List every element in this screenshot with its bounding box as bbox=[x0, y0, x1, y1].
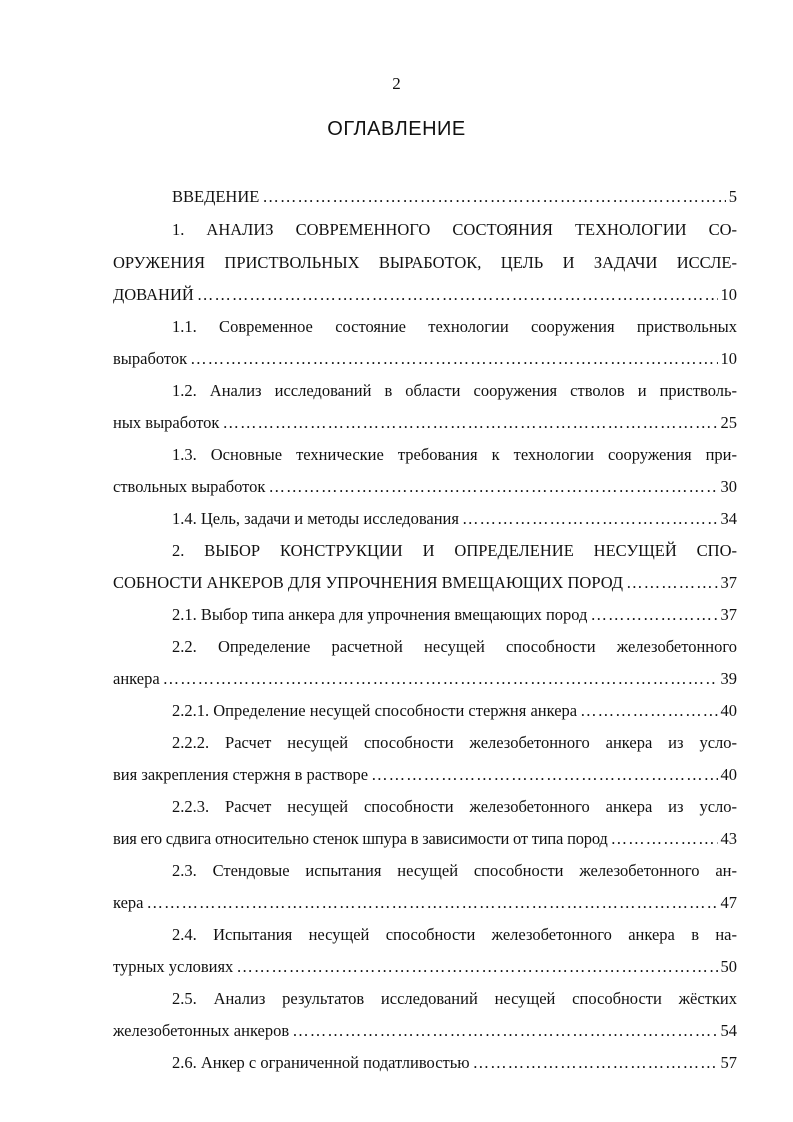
toc-entry-line: 1.1. Современное состояние технологии сооружения приствольных bbox=[172, 317, 737, 336]
toc-page-number: 57 bbox=[720, 1053, 737, 1072]
toc-entry-line: 2.3. Стендовые испытания несущей способности железобетонного ан- bbox=[172, 861, 737, 880]
toc-page-number: 39 bbox=[720, 669, 737, 688]
toc-entry-line: 2. ВЫБОР КОНСТРУКЦИИ И ОПРЕДЕЛЕНИЕ НЕСУЩЕЙ СПО- bbox=[172, 541, 737, 560]
toc-page-number: 10 bbox=[720, 349, 737, 368]
toc-entry-text: вия его сдвига относительно стенок шпура в зависимости от типа пород bbox=[113, 829, 608, 848]
toc-entry-text: кера bbox=[113, 893, 144, 912]
toc-entry-text: 2.6. Анкер с ограниченной податливостью bbox=[172, 1053, 470, 1072]
toc-entry-line: 2.5. Анализ результатов исследований несущей способности жёстких bbox=[172, 989, 737, 1008]
toc-entry-text: анкера bbox=[113, 669, 160, 688]
toc-page-number: 10 bbox=[720, 285, 737, 304]
page-number: 2 bbox=[392, 74, 401, 93]
toc-entry-line: 1. АНАЛИЗ СОВРЕМЕННОГО СОСТОЯНИЯ ТЕХНОЛОГИИ СО- bbox=[172, 220, 737, 239]
toc-entry-text: ВВЕДЕНИЕ bbox=[172, 187, 260, 206]
toc-entry-text: 2.2.1. Определение несущей способности стержня анкера bbox=[172, 701, 578, 720]
toc-page-number: 25 bbox=[720, 413, 737, 432]
toc-entry-line: 1.2. Анализ исследований в области сооружения стволов и пристволь- bbox=[172, 381, 737, 400]
toc-entry-text: железобетонных анкеров bbox=[113, 1021, 290, 1040]
toc-page-number: 54 bbox=[720, 1021, 737, 1040]
toc-entry-2-1[interactable] bbox=[172, 602, 737, 628]
toc-page-number: 40 bbox=[720, 701, 737, 720]
toc-page-number: 37 bbox=[720, 605, 737, 624]
toc-entry-text: турных условиях bbox=[113, 957, 234, 976]
toc-entry-line: 2.2. Определение расчетной несущей способности железобетонного bbox=[172, 637, 737, 656]
toc-page-number: 5 bbox=[728, 187, 737, 206]
toc-entry-2-6[interactable] bbox=[172, 1050, 737, 1076]
toc-entry-line: 2.2.2. Расчет несущей способности железобетонного анкера из усло- bbox=[172, 733, 737, 752]
toc-entry-text: ных выработок bbox=[113, 413, 220, 432]
toc-page-number: 40 bbox=[720, 765, 737, 784]
toc-entry-text: 1.4. Цель, задачи и методы исследования bbox=[172, 509, 459, 528]
toc-page-number: 34 bbox=[720, 509, 737, 528]
toc-entry-text: вия закрепления стержня в растворе bbox=[113, 765, 369, 784]
toc-page-number: 50 bbox=[720, 957, 737, 976]
toc-entry-1-4[interactable] bbox=[172, 506, 737, 532]
toc-entry-text: СОБНОСТИ АНКЕРОВ ДЛЯ УПРОЧНЕНИЯ ВМЕЩАЮЩИХ ПОРОД bbox=[113, 573, 624, 592]
toc-entry-text: ствольных выработок bbox=[113, 477, 266, 496]
page-title: ОГЛАВЛЕНИЕ bbox=[327, 118, 466, 140]
toc-entry-line: 2.2.3. Расчет несущей способности железобетонного анкера из усло- bbox=[172, 797, 737, 816]
toc-entry-text: выработок bbox=[113, 349, 188, 368]
toc-entry-intro[interactable] bbox=[172, 184, 737, 210]
toc-entry-text: ДОВАНИЙ bbox=[113, 285, 194, 304]
toc-entry-line: ОРУЖЕНИЯ ПРИСТВОЛЬНЫХ ВЫРАБОТОК, ЦЕЛЬ И ЗАДАЧИ ИССЛЕ- bbox=[113, 253, 737, 272]
toc-page-number: 30 bbox=[720, 477, 737, 496]
toc-entry-line: 2.4. Испытания несущей способности железобетонного анкера в на- bbox=[172, 925, 737, 944]
toc-page-number: 37 bbox=[720, 573, 737, 592]
toc-page-number: 47 bbox=[720, 893, 737, 912]
toc-entry-line: 1.3. Основные технические требования к технологии сооружения при- bbox=[172, 445, 737, 464]
toc-entry-2-2-1[interactable] bbox=[172, 698, 737, 724]
toc-page-number: 43 bbox=[720, 829, 737, 848]
toc-entry-text: 2.1. Выбор типа анкера для упрочнения вмещающих пород bbox=[172, 605, 588, 624]
